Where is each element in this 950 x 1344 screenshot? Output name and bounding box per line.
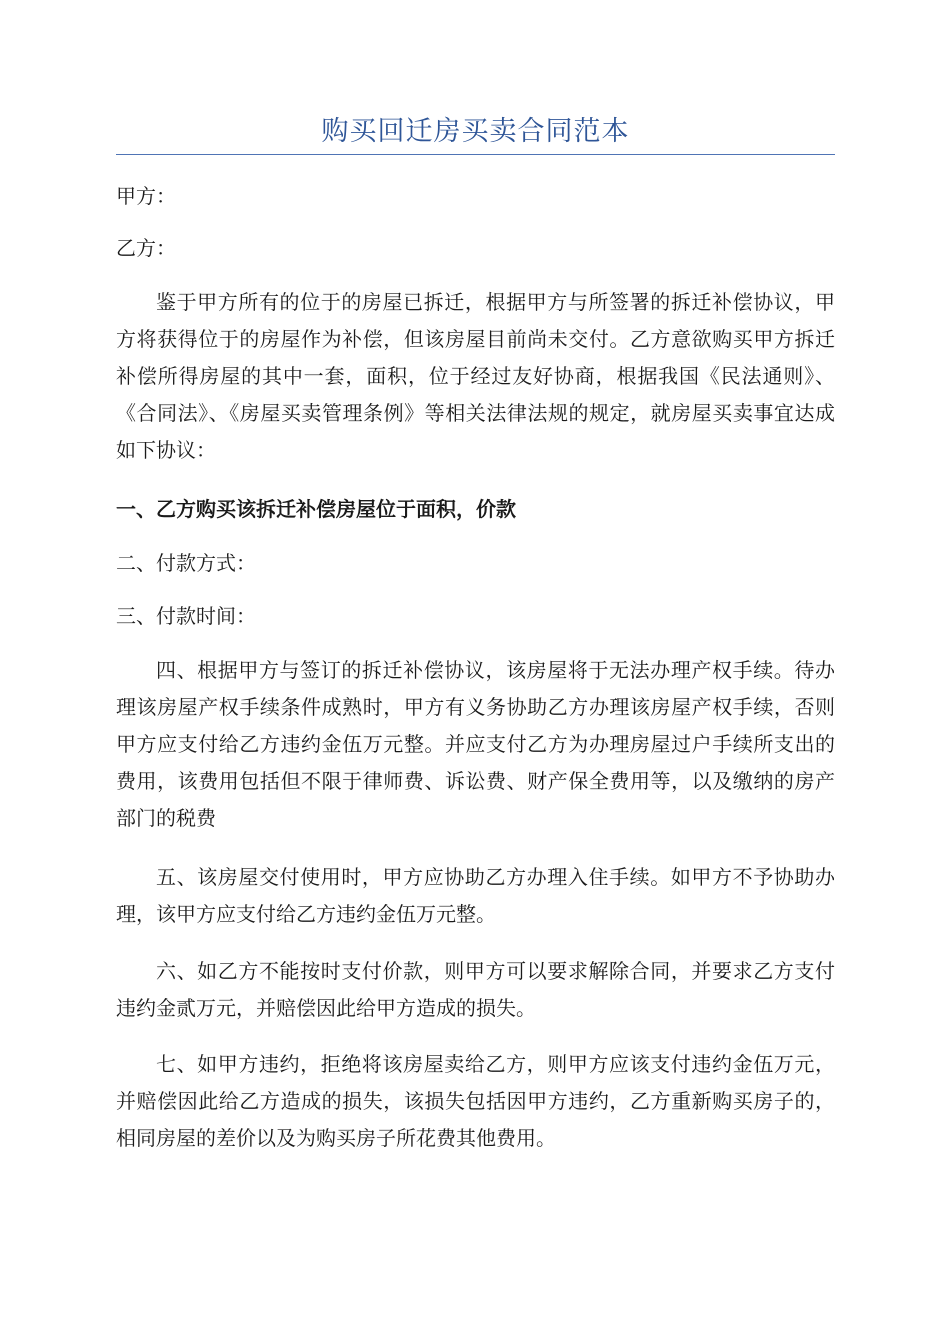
clause-3: 三、付款时间： — [116, 604, 256, 628]
clause-7: 七、如甲方违约，拒绝将该房屋卖给乙方，则甲方应该支付违约金伍万元，并赔偿因此给乙方造成的损失，该损失包括因甲方违约，乙方重新购买房子的，相同房屋的差价以及为购买房子所花费其他费用。 — [116, 1052, 835, 1150]
party-b-label: 乙方： — [116, 236, 176, 260]
clause-1: 一、乙方购买该拆迁补偿房屋位于面积，价款 — [116, 497, 516, 521]
clause-5: 五、该房屋交付使用时，甲方应协助乙方办理入住手续。如甲方不予协助办理，该甲方应支付给乙方违约金伍万元整。 — [116, 865, 835, 926]
clause-6: 六、如乙方不能按时支付价款，则甲方可以要求解除合同，并要求乙方支付违约金贰万元，并赔偿因此给甲方造成的损失。 — [116, 959, 835, 1020]
clause-4: 四、根据甲方与签订的拆迁补偿协议，该房屋将于无法办理产权手续。待办理该房屋产权手续条件成熟时，甲方有义务协助乙方办理该房屋产权手续，否则甲方应支付给乙方违约金伍万元整。并应支付乙方为办理房屋过户手续所支出的费用，该费用包括但不限于律师费、诉讼费、财产保全费用等，以及缴纳的房产部门的税费 — [116, 658, 835, 830]
party-a-label: 甲方： — [116, 184, 176, 208]
title-underline — [116, 154, 835, 155]
preamble-paragraph: 鉴于甲方所有的位于的房屋已拆迁，根据甲方与所签署的拆迁补偿协议，甲方将获得位于的房屋作为补偿，但该房屋目前尚未交付。乙方意欲购买甲方拆迁补偿所得房屋的其中一套，面积，位于经过友好协商，根据我国《民法通则》、《合同法》、《房屋买卖管理条例》等相关法律法规的规定，就房屋买卖事宜达成如下协议： — [116, 290, 835, 462]
clause-2: 二、付款方式： — [116, 551, 256, 575]
document-title: 购买回迁房买卖合同范本 — [321, 116, 630, 147]
